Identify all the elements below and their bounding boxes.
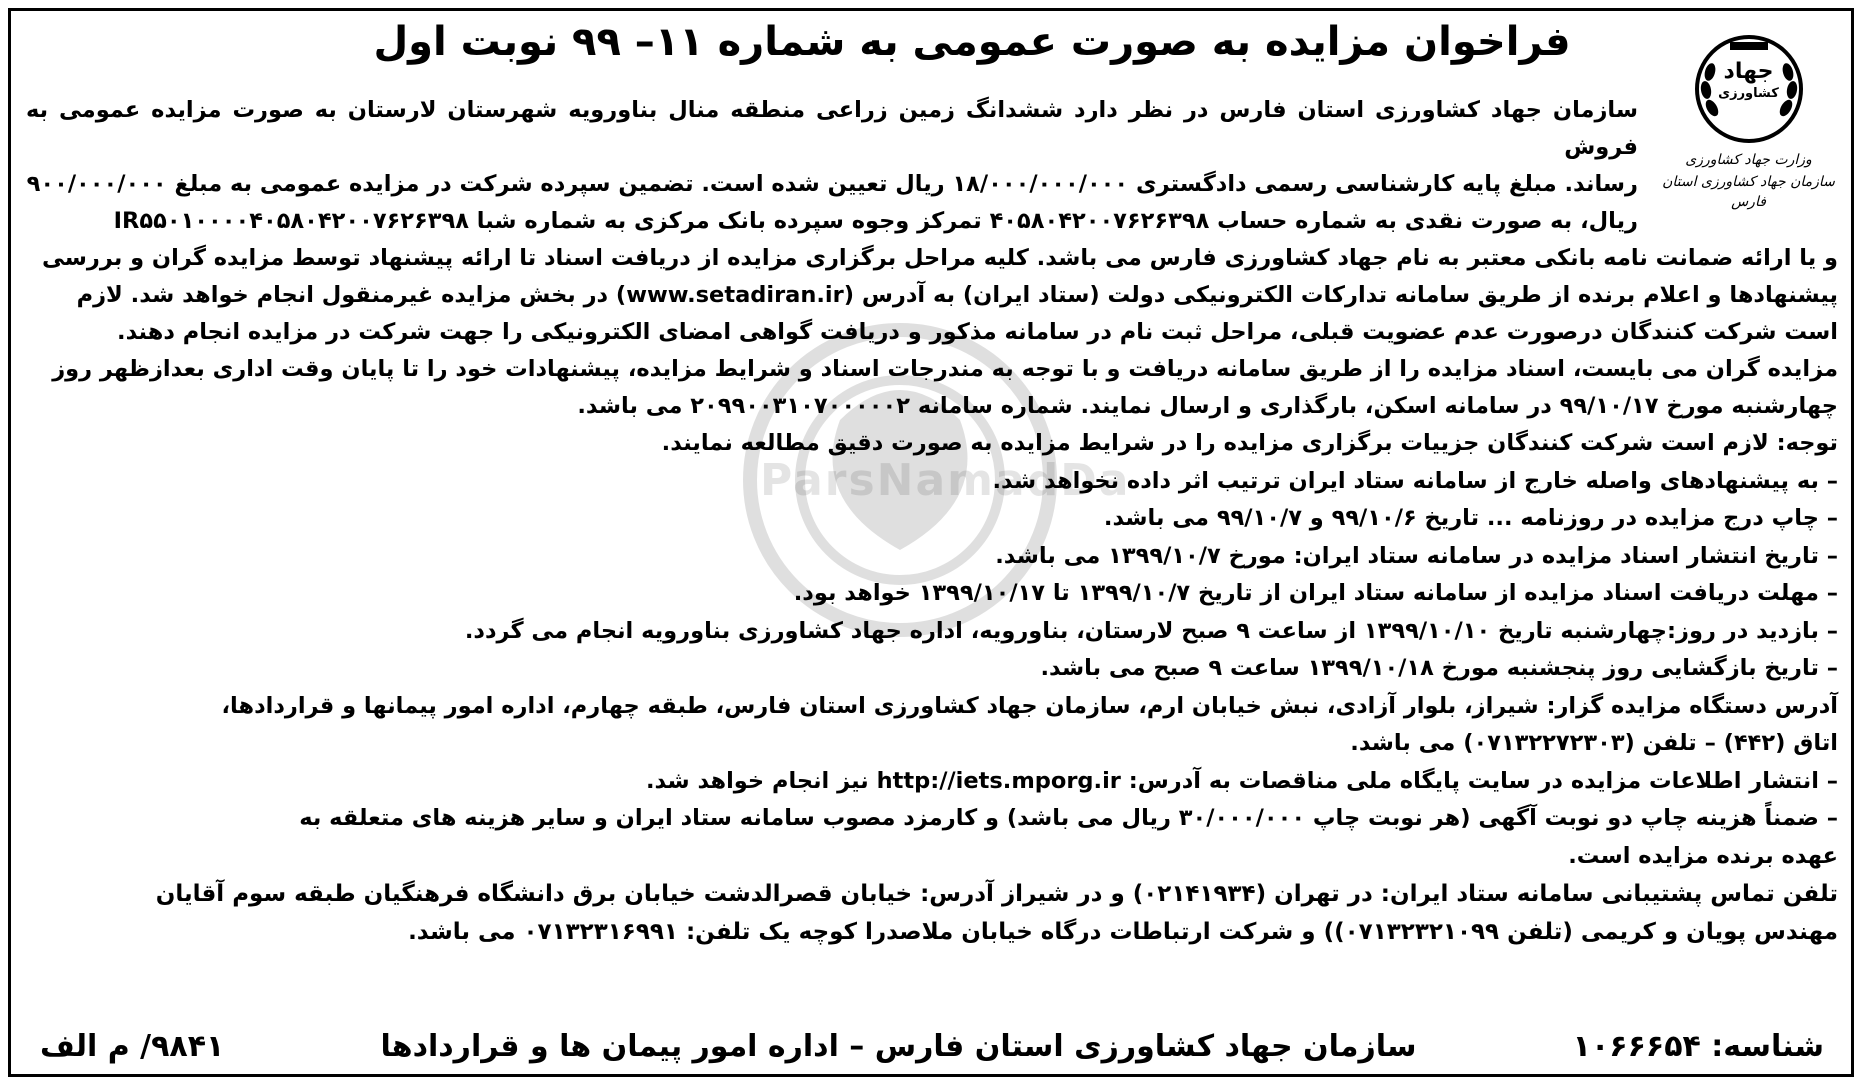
watermark-text: ParsNamadDa xyxy=(760,455,1131,506)
note-address-room xyxy=(26,725,1838,763)
intro-line-2: رساند. مبلغ پایه کارشناسی رسمی دادگستری ۱۸/۰۰۰/۰۰۰/۰۰۰ ریال تعیین شده است. تضمین سپرده شرکت در مزایده عمومی به مبلغ ۹۰۰/۰۰۰/۰۰۰ xyxy=(26,171,1638,197)
signing-organization: سازمان جهاد کشاورزی استان فارس – اداره امور پیمان ها و قراردادها xyxy=(380,1029,1417,1064)
support-contact-line-2: مهندس پویان و کریمی (تلفن ۰۷۱۳۲۳۲۱۰۹۹)) و شرکت ارتباطات درگاه خیابان ملاصدرا کوچه یک تلفن: ۰۷۱۳۲۳۱۶۹۹۱ می باشد. xyxy=(408,919,1838,945)
note-bold: – بازدید در روز: xyxy=(1667,617,1838,644)
ministry-name: وزارت جهاد کشاورزی xyxy=(1685,152,1812,168)
note-text: از تاریخ ۱۳۹۹/۱۰/۷ تا ۱۳۹۹/۱۰/۱۷ خواهد بود. xyxy=(793,580,1289,606)
note-bold: – مهلت دریافت اسناد مزایده از سامانه ستاد ایران xyxy=(1288,580,1838,606)
notice-code: ۹۸۴۱/ م الف xyxy=(40,1029,225,1064)
emblem-subword: کشاورزی xyxy=(1718,86,1779,101)
notice-body xyxy=(26,92,1838,951)
notice-id: شناسه: ۱۰۶۶۶۵۴ xyxy=(1572,1029,1824,1064)
note-outside-system xyxy=(26,463,1838,501)
note-text: چهارشنبه تاریخ ۱۳۹۹/۱۰/۱۰ از ساعت ۹ صبح لارستان، بناورویه، اداره جهاد کشاورزی بناورویه انجام می گردد. xyxy=(464,617,1668,644)
note-bold: توجه: xyxy=(1776,430,1838,456)
note-text: لازم است شرکت کنندگان جزییات برگزاری مزایده را در شرایط مزایده به صورت دقیق مطالعه نمایند. xyxy=(661,430,1777,456)
note-costs xyxy=(26,800,1838,838)
intro-line-6: است شرکت کنندگان درصورت عدم عضویت قبلی، مراحل ثبت نام در سامانه مذکور و دریافت گواهی امضای الکترونیکی را جهت شرکت در مزایده انجام دهند. xyxy=(117,319,1838,345)
note-text: اتاق (۴۴۲) – تلفن (۰۷۱۳۲۲۷۲۳۰۳) می باشد. xyxy=(1350,730,1838,756)
note-attention xyxy=(26,425,1838,463)
notice-title: فراخوان مزایده به صورت عمومی به شماره ۱۱– ۹۹ نوبت اول xyxy=(373,19,1571,65)
support-contact-line-1: تلفن تماس پشتیبانی سامانه ستاد ایران: در تهران (۰۲۱۴۱۹۳۴) و در شیراز آدرس: خیابان قصرالدشت خیابان برق دانشگاه فرهنگیان طبقه سوم آقایان xyxy=(155,881,1838,907)
intro-line-1: سازمان جهاد کشاورزی استان فارس در نظر دارد ششدانگ زمین زراعی منطقه منال بناورویه شهرستان لارستان به صورت مزایده عمومی به فروش xyxy=(26,97,1638,160)
note-newspaper-dates xyxy=(26,500,1838,538)
note-bold: – تاریخ بازگشایی روز پنجشنبه مورخ ۱۳۹۹/۱۰/۱۸ ساعت ۹ صبح می باشد. xyxy=(1040,655,1838,681)
note-text: – انتشار اطلاعات مزایده در سایت پایگاه ملی مناقصات به آدرس: http://iets.mporg.ir نیز انجام خواهد شد. xyxy=(645,767,1838,794)
intro-line-5: پیشنهادها و اعلام برنده از طریق سامانه تدارکات الکترونیکی دولت (ستاد ایران) به آدرس (www.setadiran.ir) در بخش مزایده غیرمنقول انجام خواهد شد. لازم xyxy=(76,282,1838,308)
intro-line-4: و یا ارائه ضمانت نامه بانکی معتبر به نام جهاد کشاورزی فارس می باشد. کلیه مراحل برگزاری مزایده از دریافت اسناد تا ارائه پیشنهاد توسط مزایده گران و بررسی xyxy=(41,245,1838,271)
note-visit-day xyxy=(26,613,1838,651)
intro-line-8: چهارشنبه مورخ ۹۹/۱۰/۱۷ در سامانه اسکن، بارگذاری و ارسال نمایند. شماره سامانه ۲۰۹۹۰۰۳۱۰۷۰۰۰۰۰۲ می باشد. xyxy=(577,393,1838,419)
note-address xyxy=(26,688,1838,726)
note-opening-date xyxy=(26,650,1838,688)
note-text: شیراز، بلوار آزادی، نبش خیابان ارم، سازمان جهاد کشاورزی استان فارس، طبقه چهارم، اداره امور پیمانها و قراردادها، xyxy=(221,692,1547,719)
note-iets-site xyxy=(26,763,1838,801)
note-text: – به پیشنهادهای واصله خارج از سامانه ستاد ایران ترتیب اثر داده نخواهد شد. xyxy=(992,467,1838,494)
signature-row xyxy=(40,1025,1824,1069)
emblem-word: جهاد xyxy=(1723,59,1774,84)
note-text: – چاپ درج مزایده در روزنامه ... تاریخ ۹۹/۱۰/۶ و ۹۹/۱۰/۷ می باشد. xyxy=(1103,505,1838,531)
note-costs-winner xyxy=(26,838,1838,876)
note-bold: – تاریخ انتشار اسناد مزایده در سامانه ستاد ایران: xyxy=(1293,542,1838,569)
note-receive-deadline xyxy=(26,575,1838,613)
note-text: – ضمناً هزینه چاپ دو نوبت آگهی (هر نوبت چاپ ۳۰/۰۰۰/۰۰۰ ریال می باشد) و کارمزد مصوب سامانه ستاد ایران و سایر هزینه های متعلقه به xyxy=(299,805,1838,831)
note-publish-date xyxy=(26,538,1838,576)
note-text: مورخ ۱۳۹۹/۱۰/۷ می باشد. xyxy=(995,542,1294,569)
intro-line-3: ریال، به صورت نقدی به شماره حساب ۴۰۵۸۰۴۲۰۰۷۶۲۶۳۹۸ تمرکز وجوه سپرده بانک مرکزی به شماره شبا IR۵۵۰۱۰۰۰۰۴۰۵۸۰۴۲۰۰۷۶۲۶۳۹۸ xyxy=(113,208,1638,234)
note-text: عهده برنده مزایده است. xyxy=(1568,842,1838,869)
intro-line-7: مزایده گران می بایست، اسناد مزایده را از طریق سامانه دریافت و با توجه به مندرجات اسناد و شرایط مزایده، پیشنهادات خود را تا پایان وقت اداری بعدازظهر روز xyxy=(52,356,1838,382)
organization-name: سازمان جهاد کشاورزی استان فارس xyxy=(1662,174,1835,210)
note-bold: آدرس دستگاه مزایده گزار: xyxy=(1546,692,1838,719)
